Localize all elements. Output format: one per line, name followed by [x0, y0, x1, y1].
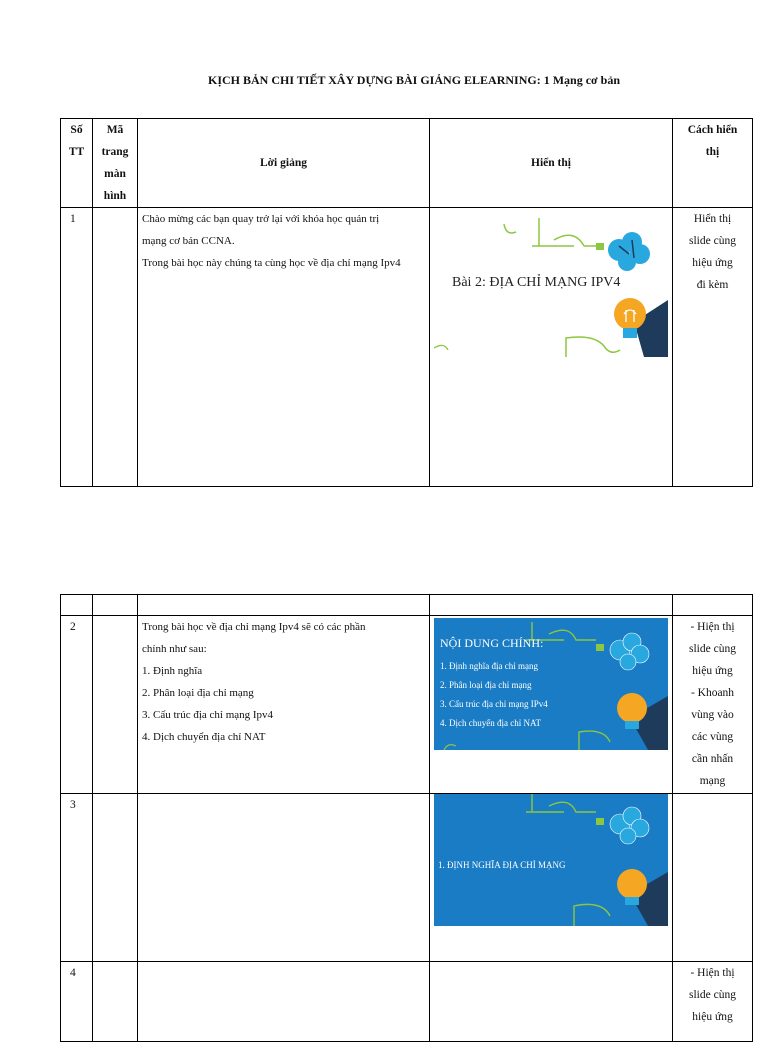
- header-screen-code: Mã trang màn hình: [93, 119, 138, 208]
- row-effect: Hiển thị slide cùng hiệu ứng đi kèm: [673, 208, 753, 487]
- table-row: [61, 616, 753, 794]
- slide-item: 4. Dịch chuyển địa chỉ NAT: [440, 718, 541, 728]
- row-screen-code: [93, 962, 138, 1042]
- row-screen-code: [93, 616, 138, 794]
- script-table-2: [60, 594, 753, 1042]
- header-no: Số TT: [61, 119, 93, 208]
- slide-item: 1. Định nghĩa địa chỉ mạng: [440, 661, 538, 671]
- row-display: [430, 616, 673, 794]
- table-row: [61, 208, 753, 487]
- table-row: [61, 962, 753, 1042]
- row-number: 4: [61, 962, 93, 1042]
- slide-title: 1. ĐỊNH NGHĨA ĐỊA CHỈ MẠNG: [438, 860, 566, 870]
- slide-thumbnail: [434, 210, 668, 357]
- row-display: [430, 962, 673, 1042]
- row-lecture: [138, 962, 430, 1042]
- row-lecture: Chào mừng các bạn quay trở lại với khóa học quản trị mạng cơ bản CCNA. Trong bài học này chúng ta cùng học về địa chỉ mạng Ipv4: [138, 208, 430, 487]
- row-number: 1: [61, 208, 93, 487]
- script-table-1: [60, 118, 753, 487]
- row-number: 3: [61, 794, 93, 962]
- row-screen-code: [93, 208, 138, 487]
- slide-thumbnail: [434, 618, 668, 750]
- row-effect: - Hiện thị slide cùng hiệu ứng - Khoanh vùng vào các vùng cần nhấn mạng: [673, 616, 753, 794]
- table-blank-row: [61, 595, 753, 616]
- header-display: Hiển thị: [430, 119, 673, 208]
- table-header-row: [61, 119, 753, 208]
- slide-item: 3. Cấu trúc địa chỉ mạng IPv4: [440, 699, 548, 709]
- slide-heading: NỘI DUNG CHÍNH:: [440, 636, 544, 650]
- row-screen-code: [93, 794, 138, 962]
- row-effect: [673, 794, 753, 962]
- table-row: [61, 794, 753, 962]
- header-effect: Cách hiển thị: [673, 119, 753, 208]
- row-lecture: [138, 794, 430, 962]
- slide-title: Bài 2: ĐỊA CHỈ MẠNG IPV4: [452, 275, 621, 290]
- row-number: 2: [61, 616, 93, 794]
- header-lecture: Lời giảng: [138, 119, 430, 208]
- row-effect: - Hiện thị slide cùng hiệu ứng: [673, 962, 753, 1042]
- slide-item: 2. Phân loại địa chỉ mạng: [440, 680, 532, 690]
- row-display: [430, 208, 673, 487]
- row-lecture: Trong bài học về địa chỉ mạng Ipv4 sẽ có các phần chính như sau: 1. Định nghĩa 2. Phân loại địa chỉ mạng 3. Cấu trúc địa chỉ mạng Ipv4 4. Dịch chuyển địa chỉ NAT: [138, 616, 430, 794]
- row-display: [430, 794, 673, 962]
- slide-thumbnail: [434, 794, 668, 926]
- document-title: KỊCH BẢN CHI TIẾT XÂY DỰNG BÀI GIẢNG ELEARNING: 1 Mạng cơ bản: [207, 73, 621, 87]
